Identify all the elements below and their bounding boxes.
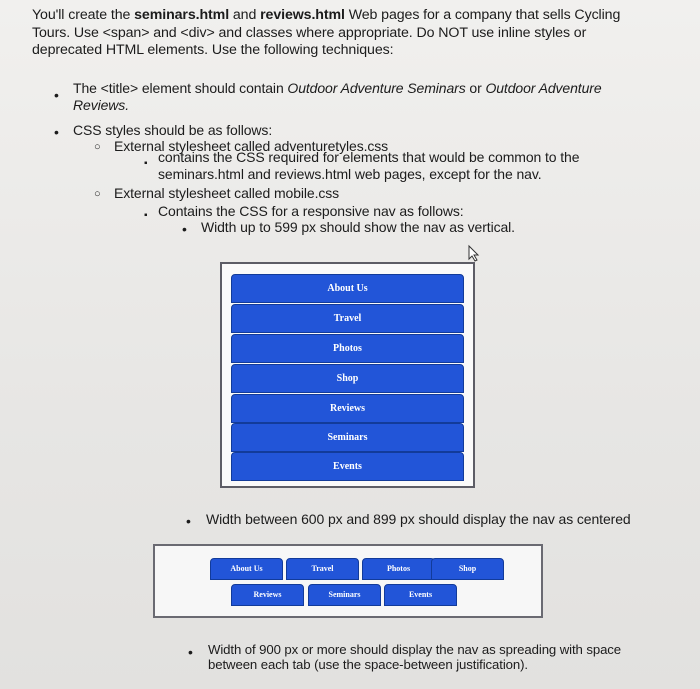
bullet-icon: • xyxy=(186,513,191,529)
nav-tab-about-us: About Us xyxy=(231,274,464,303)
width-rule-spread-cont: between each tab (use the space-between justification). xyxy=(208,657,528,672)
nav-tab-travel: Travel xyxy=(286,558,359,580)
bullet-icon: • xyxy=(182,221,187,237)
intro-text: and xyxy=(229,7,261,23)
centered-nav-figure xyxy=(153,544,543,618)
nav-tab-travel: Travel xyxy=(231,304,464,333)
nav-tab-about-us: About Us xyxy=(210,558,283,580)
filename-reviews: reviews.html xyxy=(260,7,345,23)
square-bullet-icon: ▪ xyxy=(144,158,148,169)
intro-line-2: Tours. Use <span> and <div> and classes where appropriate. Do NOT use inline styles or xyxy=(32,24,587,41)
nav-tab-events: Events xyxy=(231,452,464,481)
title-requirement xyxy=(73,80,602,97)
circle-bullet-icon: ○ xyxy=(94,188,101,200)
bullet-icon: • xyxy=(54,124,59,140)
intro-paragraph xyxy=(32,7,672,60)
bullet-icon: • xyxy=(188,644,193,660)
title-requirement-cont xyxy=(73,97,129,114)
external-stylesheet-1: External stylesheet called adventuretyles.css xyxy=(114,138,389,154)
nav-tab-reviews: Reviews xyxy=(231,584,304,606)
nav-tab-events: Events xyxy=(384,584,457,606)
square-bullet-icon: ▪ xyxy=(144,210,148,221)
external-stylesheet-2-desc: Contains the CSS for a responsive nav as follows: xyxy=(158,203,464,219)
nav-tab-seminars: Seminars xyxy=(308,584,381,606)
width-rule-centered: Width between 600 px and 899 px should display the nav as centered xyxy=(206,511,631,527)
external-stylesheet-1-desc: contains the CSS required for elements that would be common to the xyxy=(158,149,580,165)
nav-tab-reviews: Reviews xyxy=(231,394,464,423)
nav-tab-shop: Shop xyxy=(231,364,464,393)
vertical-nav-figure xyxy=(220,262,475,488)
width-rule-vertical: Width up to 599 px should show the nav as vertical. xyxy=(201,219,515,235)
list-text: or xyxy=(465,80,486,96)
external-stylesheet-2: External stylesheet called mobile.css xyxy=(114,185,340,201)
intro-line-3: deprecated HTML elements. Use the following techniques: xyxy=(32,42,394,58)
list-text-italic: Outdoor Adventure Seminars xyxy=(287,80,466,96)
circle-bullet-icon: ○ xyxy=(94,141,101,153)
nav-tab-photos: Photos xyxy=(231,334,464,363)
intro-text: Web pages for a company that sells Cycling xyxy=(344,7,621,23)
nav-tab-photos: Photos xyxy=(362,558,435,580)
nav-tab-seminars: Seminars xyxy=(231,423,464,452)
list-text-italic: Outdoor Adventure xyxy=(485,80,602,96)
external-stylesheet-1-desc-cont: seminars.html and reviews.html web pages, except for the nav. xyxy=(158,166,542,182)
filename-seminars: seminars.html xyxy=(134,7,230,23)
list-text-italic: Reviews. xyxy=(73,97,129,113)
bullet-icon: • xyxy=(54,87,59,103)
nav-tab-shop: Shop xyxy=(431,558,504,580)
width-rule-spread: Width of 900 px or more should display the nav as spreading with space xyxy=(208,642,622,657)
mouse-cursor-icon xyxy=(465,244,483,262)
list-text: The <title> element should contain xyxy=(73,80,288,96)
css-requirement: CSS styles should be as follows: xyxy=(73,122,273,138)
intro-text: You'll create the xyxy=(32,7,135,23)
